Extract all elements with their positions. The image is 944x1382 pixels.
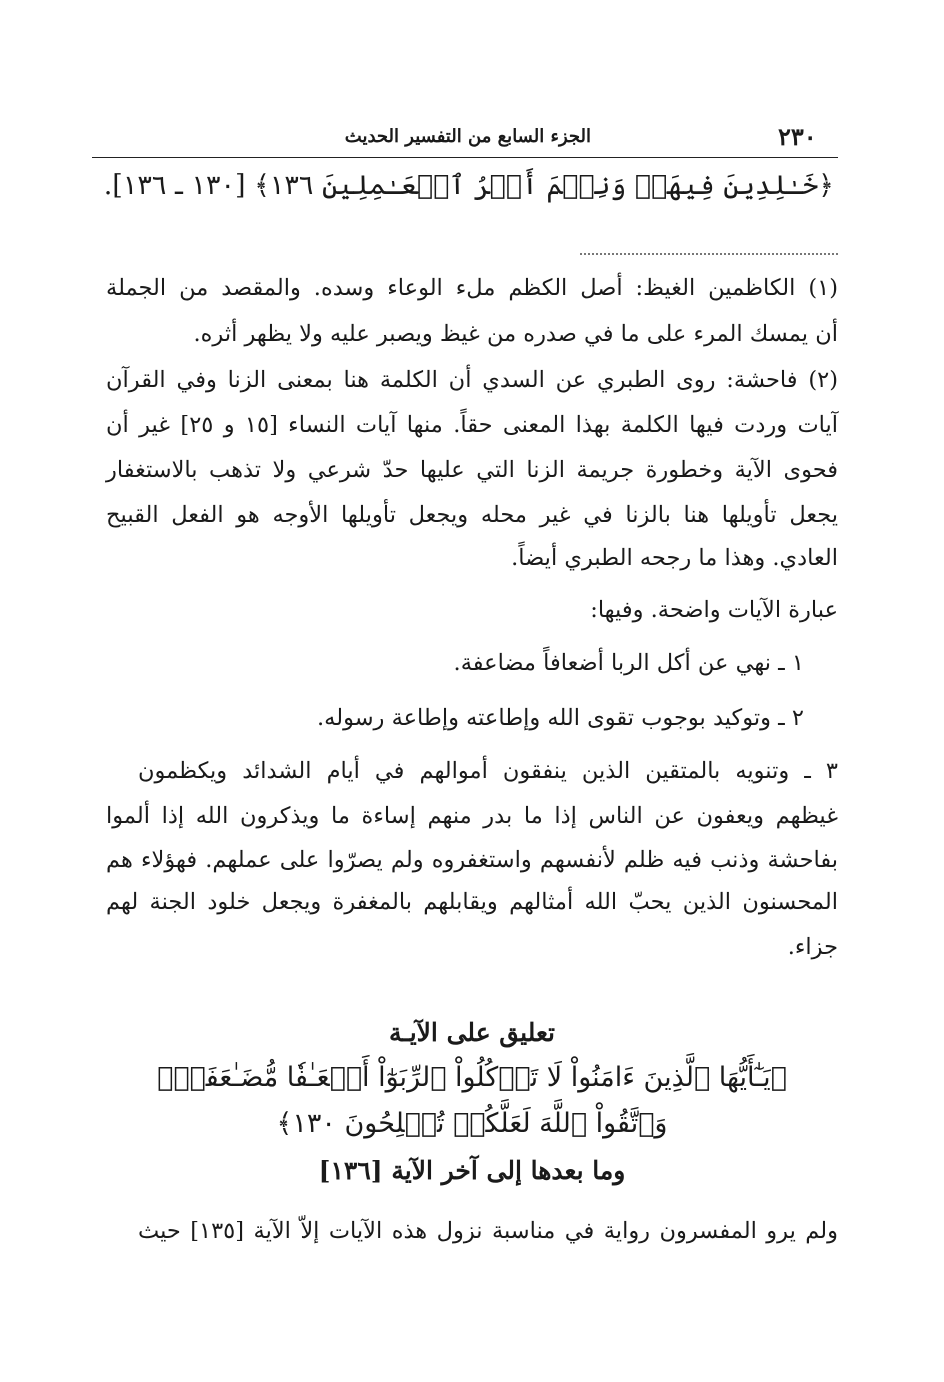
footnote-line: (٢) فاحشة: روى الطبري عن السدي أن الكلمة هنا بمعنى الزنا وفي القرآن xyxy=(106,367,838,393)
footnote-line: العادي. وهذا ما رجحه الطبري أيضاً. xyxy=(511,545,838,571)
footnote-separator xyxy=(580,253,838,255)
header-rule xyxy=(92,157,838,158)
footnote-line: (١) الكاظمين الغيظ: أصل الكظم ملء الوعاء وسده. والمقصد من الجملة xyxy=(106,275,838,301)
body-line: بفاحشة وذنب فيه ظلم لأنفسهم واستغفروه ولم يصرّوا على عملهم. فهؤلاء هم xyxy=(106,847,838,873)
body-intro: عبارة الآيات واضحة. وفيها: xyxy=(590,597,838,623)
running-title: الجزء السابع من التفسير الحديث xyxy=(344,126,591,147)
footnote-line: فحوى الآية وخطورة جريمة الزنا التي عليها حدّ شرعي ولا تذهب بالاستغفار xyxy=(106,457,838,483)
body-point: ٣ ـ وتنويه بالمتقين الذين ينفقون أموالهم في أيام الشدائد ويكظمون xyxy=(138,758,838,784)
section-subheading: وما بعدها إلى آخر الآية [١٣٦] xyxy=(318,1156,626,1185)
body-line: المحسنون الذين يحبّ الله أمثالهم ويقابلهم بالمغفرة ويجعل خلود الجنة لهم xyxy=(106,889,838,915)
footnote-line: آيات وردت فيها الكلمة بهذا المعنى حقاً. منها آيات النساء [١٥ و ٢٥] غير أن xyxy=(106,412,838,438)
quran-verse-line: ﴿يَـٰٓأَيُّهَا ٱلَّذِينَ ءَامَنُواْ لَا تَأۡكُلُواْ ٱلرِّبَوٰٓاْ أَضۡعَـٰفٗا مُّضَـٰعَفَةٗۖ xyxy=(157,1062,787,1093)
page-number: ٢٣٠ xyxy=(778,122,817,151)
body-line: جزاء. xyxy=(787,934,838,960)
body-line: غيظهم ويعفون عن الناس إذا ما بدر منهم إساءة ما ويذكرون الله إذا ألموا xyxy=(106,803,838,829)
footnote-line: أن يمسك المرء على ما في صدره من غيظ ويصبر عليه ولا يظهر أثره. xyxy=(193,321,838,347)
footnote-line: يجعل تأويلها هنا بالزنا في غير محله ويجعل تأويلها الأوجه هو الفعل القبيح xyxy=(106,502,838,528)
body-line: ولم يرو المفسرون رواية في مناسبة نزول هذه الآيات إلاّ الآية [١٣٥] حيث xyxy=(138,1218,838,1244)
body-point: ٢ ـ وتوكيد بوجوب تقوى الله وإطاعته وإطاعة رسوله. xyxy=(317,705,804,731)
quran-verse-line: وَٱتَّقُواْ ٱللَّهَ لَعَلَّكُمۡ تُفۡلِحُونَ ١٣٠﴾ xyxy=(276,1108,668,1139)
verse-top: ﴿خَـٰلِدِينَ فِيهَاۚ وَنِعۡمَ أَجۡرُ ٱلۡعَـٰمِلِينَ ١٣٦﴾ [١٣٠ ـ ١٣٦]. xyxy=(103,170,834,201)
section-heading: تعليق على الآيـة xyxy=(388,1018,555,1047)
body-point: ١ ـ نهي عن أكل الربا أضعافاً مضاعفة. xyxy=(453,650,804,676)
